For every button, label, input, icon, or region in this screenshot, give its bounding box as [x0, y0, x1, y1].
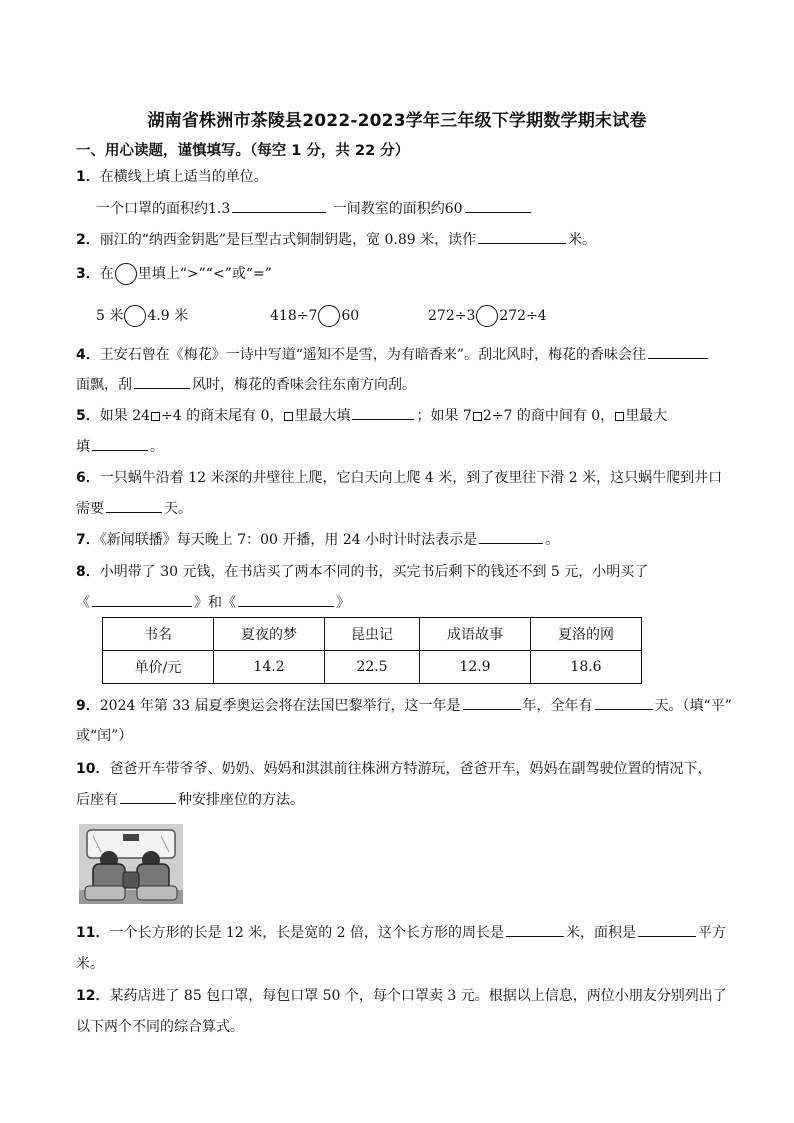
car-interior-image — [79, 824, 183, 904]
table-cell: 14.2 — [214, 651, 325, 684]
answer-blank[interactable] — [479, 529, 543, 544]
table-cell: 书名 — [103, 618, 214, 651]
answer-blank[interactable] — [648, 344, 708, 359]
answer-blank[interactable] — [465, 198, 531, 213]
answer-blank[interactable] — [638, 922, 696, 937]
question-8: 8．小明带了 30 元钱，在书店买了两本不同的书，买完书后剩下的钱还不到 5 元，小明买了 — [76, 564, 649, 580]
question-6-line2: 需要 天。 — [76, 498, 192, 518]
question-4-line2: 面飘，刮 风时，梅花的香味会往东南方向刮。 — [76, 374, 416, 394]
section-heading: 一、用心读题，谨慎填写。（每空 1 分，共 22 分） — [76, 143, 410, 159]
answer-blank[interactable] — [595, 695, 653, 710]
digit-box — [473, 412, 482, 421]
table-cell: 单价/元 — [103, 651, 214, 684]
table-cell: 12.9 — [420, 651, 531, 684]
answer-blank[interactable] — [478, 229, 566, 244]
answer-blank[interactable] — [92, 436, 148, 451]
answer-blank[interactable] — [106, 498, 162, 513]
book-price-table — [102, 617, 642, 684]
table-cell: 18.6 — [531, 651, 642, 684]
answer-blank[interactable] — [506, 922, 564, 937]
compare-circle[interactable] — [318, 305, 340, 327]
question-9-line2: 或“闰”） — [76, 728, 133, 744]
table-cell: 昆虫记 — [325, 618, 420, 651]
answer-blank[interactable] — [134, 374, 190, 389]
table-cell: 成语故事 — [420, 618, 531, 651]
question-11-line2: 米。 — [76, 956, 104, 972]
question-3: 3．在 里填上“>”“<”或“=” — [76, 263, 272, 285]
compare-item-1: 5 米 4.9 米 — [96, 305, 188, 327]
question-1: 1．在横线上填上适当的单位。 — [76, 169, 268, 185]
answer-blank[interactable] — [352, 405, 414, 420]
table-cell: 夏洛的网 — [531, 618, 642, 651]
table-header-row — [103, 618, 642, 651]
answer-blank[interactable] — [238, 592, 334, 607]
question-1-items: 一个口罩的面积约1.3 一间教室的面积约60 — [96, 198, 533, 218]
question-6: 6．一只蜗牛沿着 12 米深的井壁往上爬，它白天向上爬 4 米，到了夜里往下滑 2 米，这只蜗牛爬到井口 — [76, 470, 723, 486]
compare-circle[interactable] — [124, 305, 146, 327]
table-cell: 夏夜的梦 — [214, 618, 325, 651]
question-11: 11．一个长方形的长是 12 米，长是宽的 2 倍，这个长方形的周长是 米，面积是 平方 — [76, 922, 726, 942]
answer-blank[interactable] — [232, 198, 326, 213]
digit-box — [151, 412, 160, 421]
question-10: 10．爸爸开车带爷爷、奶奶、妈妈和淇淇前往株洲方特游玩，爸爸开车，妈妈在副驾驶位置的情况下， — [76, 761, 712, 777]
table-row — [103, 651, 642, 684]
question-7: 7．《新闻联播》每天晚上 7：00 开播，用 24 小时计时法表示是 。 — [76, 529, 559, 549]
question-12-line2: 以下两个不同的综合算式。 — [76, 1019, 244, 1035]
question-10-line2: 后座有 种安排座位的方法。 — [76, 789, 304, 809]
compare-item-2: 418÷7 60 — [270, 305, 359, 327]
table-cell: 22.5 — [325, 651, 420, 684]
question-5-line2: 填 。 — [76, 436, 164, 456]
answer-blank[interactable] — [463, 695, 521, 710]
digit-box — [284, 412, 293, 421]
answer-blank[interactable] — [92, 592, 192, 607]
compare-circle — [115, 263, 137, 285]
question-12: 12．某药店进了 85 包口罩，每包口罩 50 个，每个口罩卖 3 元。根据以上信息，两位小朋友分别列出了 — [76, 988, 727, 1004]
page-title: 湖南省株洲市茶陵县2022-2023学年三年级下学期数学期末试卷 — [147, 111, 647, 131]
digit-box — [615, 412, 624, 421]
answer-blank[interactable] — [120, 789, 176, 804]
question-9: 9．2024 年第 33 届夏季奥运会将在法国巴黎举行，这一年是 年，全年有 天。（填“平” — [76, 695, 732, 715]
question-5: 5．如果 24 ÷4 的商末尾有 0， 里最大填 ；如果 7 2÷7 的商中间有 0， 里最大 — [76, 405, 667, 425]
question-4: 4．王安石曾在《梅花》一诗中写道“遥知不是雪，为有暗香来”。刮北风时，梅花的香味会往 — [76, 344, 710, 364]
question-8-line2: 《 》和《 》 — [76, 592, 350, 612]
question-2: 2．丽江的“纳西金钥匙”是巨型古式铜制钥匙，宽 0.89 米，读作 米。 — [76, 229, 596, 249]
compare-item-3: 272÷3 272÷4 — [428, 305, 547, 327]
compare-circle[interactable] — [476, 305, 498, 327]
